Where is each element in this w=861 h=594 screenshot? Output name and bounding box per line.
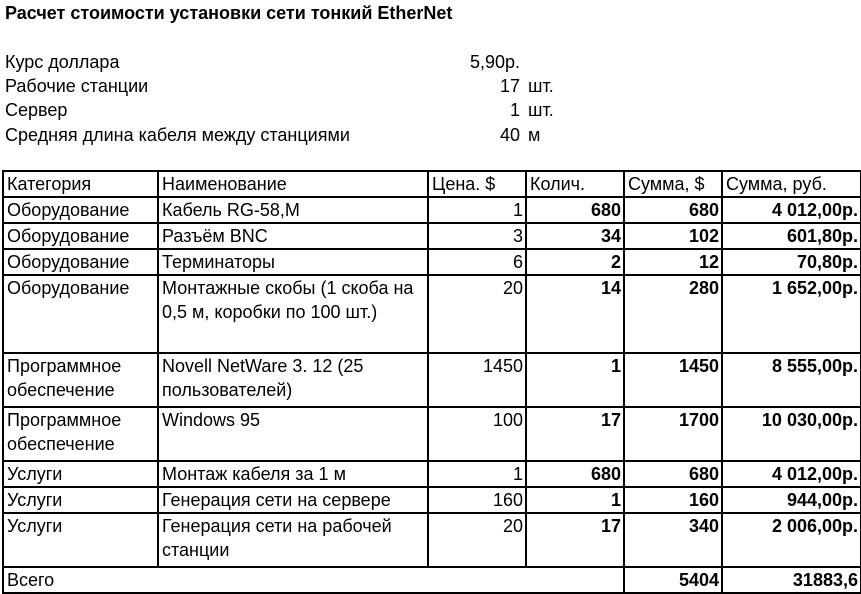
cell-qty: 680 [526,461,624,487]
cell-category: Услуги [3,461,158,487]
cell-sum-rub: 944,00р. [722,487,861,513]
cell-sum-usd: 680 [624,197,722,223]
cell-qty: 680 [526,197,624,223]
cell-sum-usd: 102 [624,223,722,249]
table-row [3,487,861,513]
cell-name: Разъём BNC [158,223,428,249]
cell-name: Windows 95 [158,407,428,461]
cell-sum-usd: 1450 [624,353,722,407]
param-label-cable-length: Средняя длина кабеля между станциями [5,125,350,145]
header-name: Наименование [158,171,428,197]
param-unit-workstations: шт. [528,76,554,96]
cell-name: Novell NetWare 3. 12 (25 пользователей) [158,353,428,407]
cell-sum-rub: 1 652,00р. [722,275,861,353]
table-total-row [3,567,861,593]
param-label-exchange-rate: Курс доллара [5,52,120,72]
cell-sum-usd: 160 [624,487,722,513]
cell-qty: 2 [526,249,624,275]
cell-sum-usd: 340 [624,513,722,567]
cell-price: 1 [428,461,526,487]
cell-name: Генерация сети на рабочей станции [158,513,428,567]
param-value-exchange-rate: 5,90р. [469,52,520,72]
cell-sum-rub: 4 012,00р. [722,461,861,487]
total-sum-rub: 31883,6 [722,567,861,593]
cell-category: Оборудование [3,223,158,249]
cell-category: Программное обеспечение [3,353,158,407]
cell-sum-usd: 1700 [624,407,722,461]
cell-sum-usd: 680 [624,461,722,487]
cell-qty: 1 [526,353,624,407]
cell-sum-rub: 601,80р. [722,223,861,249]
cell-price: 1450 [428,353,526,407]
cell-name: Кабель RG-58,M [158,197,428,223]
cell-sum-usd: 12 [624,249,722,275]
param-label-server: Сервер [5,100,68,120]
cell-category: Оборудование [3,197,158,223]
table-row [3,461,861,487]
cell-price: 20 [428,275,526,353]
sheet-title: Расчет стоимости установки сети тонкий EtherNet [5,3,453,23]
cell-name: Монтажные скобы (1 скоба на 0,5 м, коробки по 100 шт.) [158,275,428,353]
cell-category: Программное обеспечение [3,407,158,461]
table-row [3,407,861,461]
cell-sum-usd: 280 [624,275,722,353]
table-row [3,513,861,567]
cell-qty: 34 [526,223,624,249]
cell-category: Оборудование [3,249,158,275]
cell-sum-rub: 2 006,00р. [722,513,861,567]
cell-price: 3 [428,223,526,249]
header-sum-usd: Сумма, $ [624,171,722,197]
total-sum-usd: 5404 [624,567,722,593]
header-qty: Колич. [526,171,624,197]
cell-sum-rub: 70,80р. [722,249,861,275]
header-category: Категория [3,171,158,197]
cell-name: Монтаж кабеля за 1 м [158,461,428,487]
cell-sum-rub: 8 555,00р. [722,353,861,407]
cell-price: 160 [428,487,526,513]
cell-name: Терминаторы [158,249,428,275]
table-row [3,223,861,249]
cell-category: Услуги [3,513,158,567]
param-label-workstations: Рабочие станции [5,76,149,96]
table-row [3,249,861,275]
header-sum-rub: Сумма, руб. [722,171,861,197]
total-label: Всего [3,567,624,593]
cell-name: Генерация сети на сервере [158,487,428,513]
cell-sum-rub: 4 012,00р. [722,197,861,223]
cell-qty: 1 [526,487,624,513]
table-row [3,353,861,407]
param-unit-server: шт. [528,100,554,120]
cell-category: Оборудование [3,275,158,353]
cell-sum-rub: 10 030,00р. [722,407,861,461]
cell-qty: 14 [526,275,624,353]
cell-qty: 17 [526,513,624,567]
param-value-server: 1 [509,100,520,120]
param-value-cable-length: 40 [499,125,520,145]
table-row [3,197,861,223]
cell-price: 100 [428,407,526,461]
param-unit-cable-length: м [528,125,541,145]
cell-qty: 17 [526,407,624,461]
table-header-row [3,171,861,197]
cell-price: 6 [428,249,526,275]
cell-price: 20 [428,513,526,567]
cost-table [2,170,861,594]
header-price: Цена. $ [428,171,526,197]
cell-price: 1 [428,197,526,223]
param-value-workstations: 17 [499,76,520,96]
table-row [3,275,861,353]
cell-category: Услуги [3,487,158,513]
